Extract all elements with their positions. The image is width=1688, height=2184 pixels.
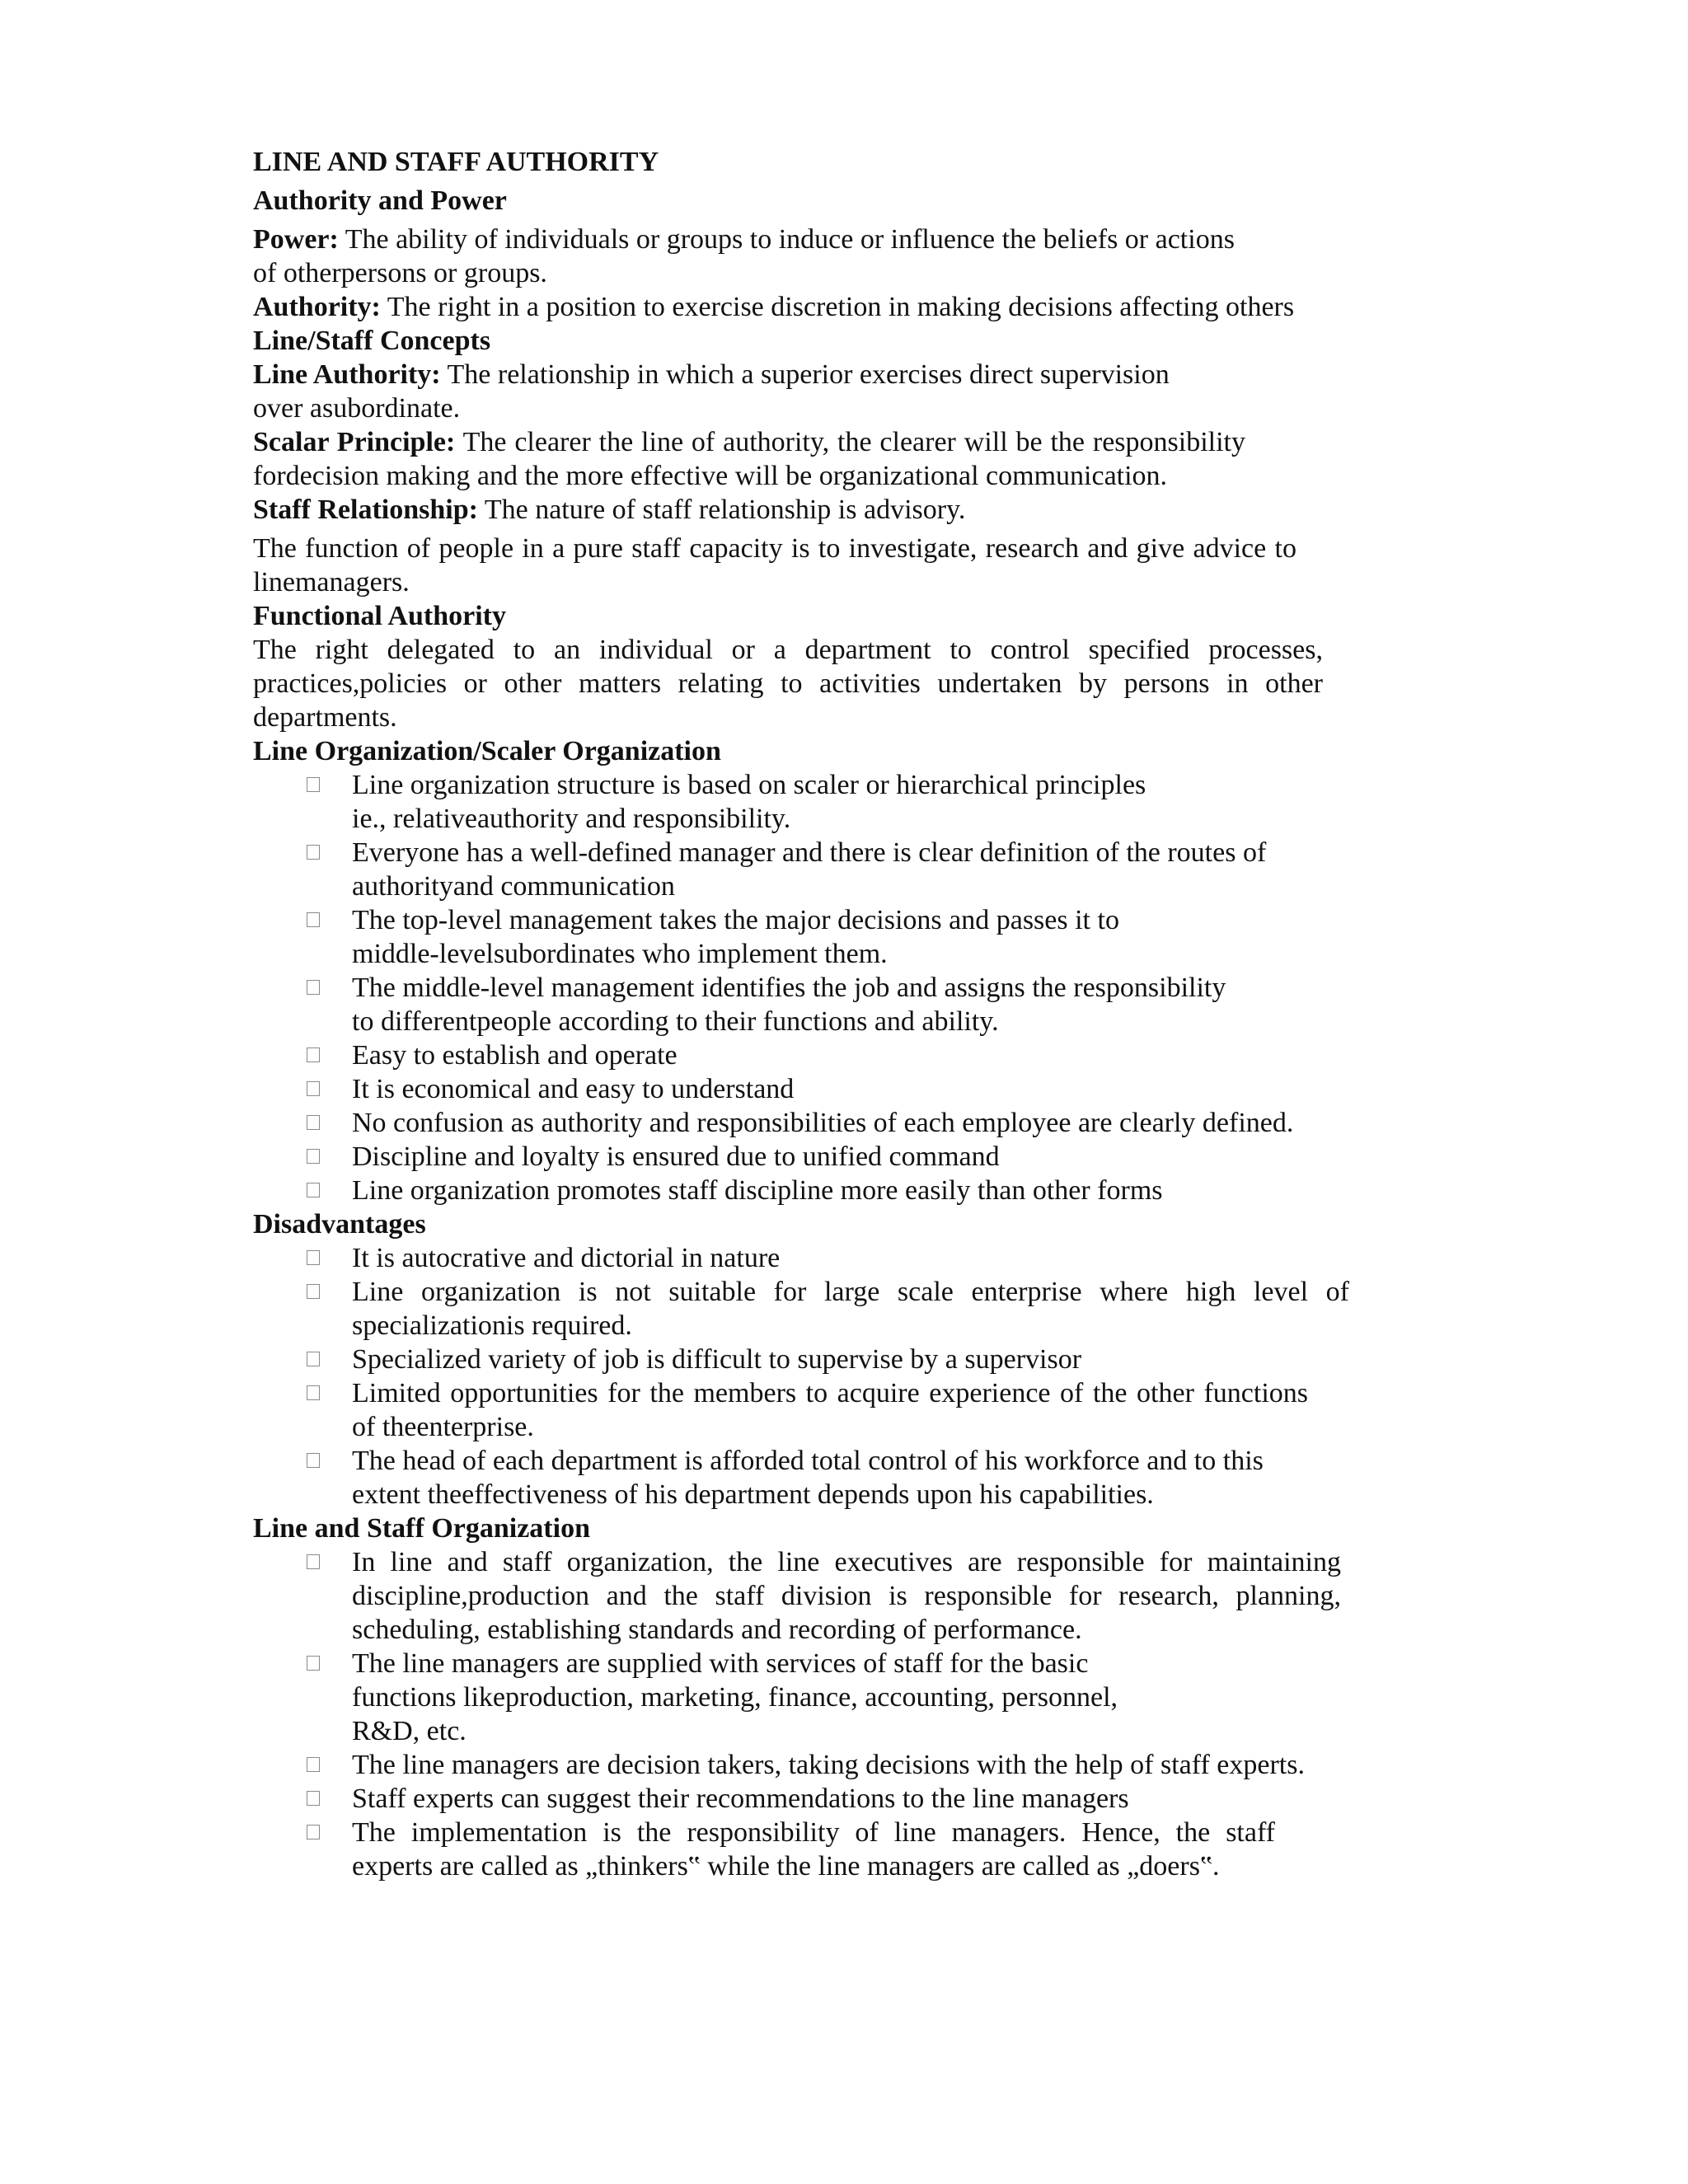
disadvantages-list — [253, 1241, 1390, 1511]
line-staff-organization-list — [253, 1545, 1390, 1883]
list-item: The implementation is the responsibility of line managers. Hence, the staff experts are called as „thinkers‟ while the line managers are called as „doers‟. — [253, 1816, 1275, 1883]
list-item: Staff experts can suggest their recommendations to the line managers — [253, 1782, 1390, 1816]
line-organization-list — [253, 768, 1390, 1207]
bullet-box-icon — [307, 912, 320, 927]
bullet-box-icon — [307, 1825, 320, 1840]
bullet-box-icon — [307, 1183, 320, 1197]
list-item: Line organization is not suitable for large scale enterprise where high level of specializationis required. — [253, 1275, 1349, 1343]
line-authority-term: Line Authority: — [253, 359, 441, 390]
list-item: Everyone has a well-defined manager and there is clear definition of the routes of authorityand communication — [253, 836, 1390, 903]
bullet-box-icon — [307, 980, 320, 995]
staff-function-paragraph: The function of people in a pure staff capacity is to investigate, research and give advice to linemanagers. — [253, 533, 1296, 598]
heading-authority-power: Authority and Power — [253, 185, 507, 216]
bullet-box-icon — [307, 1115, 320, 1130]
bullet-box-icon — [307, 1284, 320, 1299]
list-item: It is autocrative and dictorial in nature — [253, 1241, 1390, 1275]
bullet-box-icon — [307, 1352, 320, 1366]
list-item: Specialized variety of job is difficult to supervise by a supervisor — [253, 1343, 1390, 1376]
list-item: Limited opportunities for the members to acquire experience of the other functions of theenterprise. — [253, 1376, 1308, 1444]
bullet-box-icon — [307, 845, 320, 860]
heading-functional-authority: Functional Authority — [253, 601, 506, 631]
list-item: Easy to establish and operate — [253, 1038, 1390, 1072]
document-title: LINE AND STAFF AUTHORITY — [253, 147, 659, 177]
power-definition — [253, 223, 1390, 290]
power-text-line2: of otherpersons or groups. — [253, 258, 547, 288]
list-item: The line managers are supplied with services of staff for the basic functions likeproduction, marketing, finance, accounting, personnel, R&D, etc. — [253, 1647, 1390, 1748]
bullet-box-icon — [307, 1250, 320, 1265]
scalar-principle-term: Scalar Principle: — [253, 427, 456, 457]
list-item: In line and staff organization, the line executives are responsible for maintaining discipline,production and the staff division is responsible for research, planning, scheduling, establishing standards and recording of performance. — [253, 1545, 1341, 1647]
line-authority-text-line1: The relationship in which a superior exercises direct supervision — [440, 359, 1170, 390]
authority-text: The right in a position to exercise discretion in making decisions affecting others — [380, 292, 1295, 322]
authority-term: Authority: — [253, 292, 381, 322]
functional-authority-text: The right delegated to an individual or a department to control specified processes, practices,policies or other matters relating to activities undertaken by persons in other departments. — [253, 635, 1323, 733]
staff-relationship-term: Staff Relationship: — [253, 494, 478, 525]
bullet-box-icon — [307, 1047, 320, 1062]
heading-line-organization: Line Organization/Scaler Organization — [253, 736, 721, 766]
list-item: Line organization promotes staff discipline more easily than other forms — [253, 1174, 1390, 1207]
heading-disadvantages: Disadvantages — [253, 1209, 426, 1240]
staff-relationship-definition — [253, 493, 1390, 527]
staff-relationship-text: The nature of staff relationship is advisory. — [477, 494, 966, 525]
scalar-principle-definition — [253, 425, 1245, 493]
scalar-principle-text: The clearer the line of authority, the clearer will be the responsibility fordecision making and the more effective will be organizational communication. — [253, 427, 1245, 491]
list-item: The top-level management takes the major decisions and passes it to middle-levelsubordinates who implement them. — [253, 903, 1390, 971]
document-page — [253, 145, 1390, 1883]
bullet-box-icon — [307, 1385, 320, 1400]
bullet-box-icon — [307, 1656, 320, 1671]
list-item: The middle-level management identifies the job and assigns the responsibility to differentpeople according to their functions and ability. — [253, 971, 1390, 1038]
bullet-box-icon — [307, 777, 320, 792]
bullet-box-icon — [307, 1149, 320, 1164]
list-item: No confusion as authority and responsibilities of each employee are clearly defined. — [253, 1106, 1390, 1140]
list-item: Line organization structure is based on scaler or hierarchical principles ie., relativeauthority and responsibility. — [253, 768, 1390, 836]
list-item: Discipline and loyalty is ensured due to unified command — [253, 1140, 1390, 1174]
line-authority-text-line2: over asubordinate. — [253, 393, 461, 424]
bullet-box-icon — [307, 1081, 320, 1096]
heading-line-staff-concepts: Line/Staff Concepts — [253, 326, 491, 356]
authority-definition — [253, 290, 1390, 324]
power-text-line1: The ability of individuals or groups to induce or influence the beliefs or actions — [338, 224, 1235, 255]
power-term: Power: — [253, 224, 339, 255]
list-item: The head of each department is afforded total control of his workforce and to this extent theeffectiveness of his department depends upon his capabilities. — [253, 1444, 1325, 1511]
list-item: It is economical and easy to understand — [253, 1072, 1390, 1106]
bullet-box-icon — [307, 1791, 320, 1806]
heading-line-staff-organization: Line and Staff Organization — [253, 1513, 590, 1544]
bullet-box-icon — [307, 1453, 320, 1468]
list-item: The line managers are decision takers, taking decisions with the help of staff experts. — [253, 1748, 1390, 1782]
bullet-box-icon — [307, 1757, 320, 1772]
bullet-box-icon — [307, 1554, 320, 1569]
line-authority-definition — [253, 358, 1390, 425]
